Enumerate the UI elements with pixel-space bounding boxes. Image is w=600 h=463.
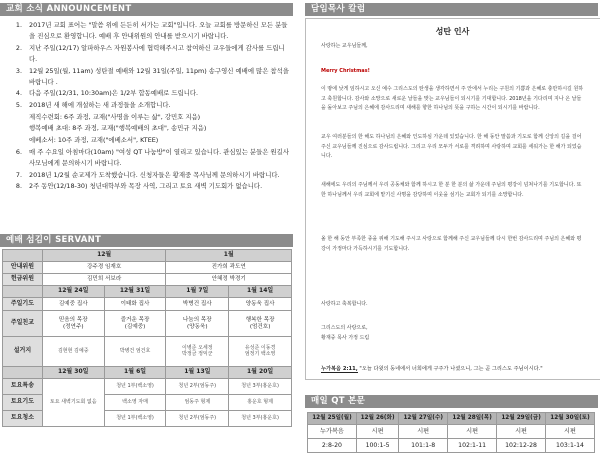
list-item: 7. 2018년 1/2월 순교제가 도착했습니다. 신청자들은 황재중 목사님께 문의하시기 바랍니다. [15, 170, 280, 179]
announcement-header: 교회 소식 ANNOUNCEMENT [0, 3, 293, 16]
column-closing: 그리스도의 사랑으로, [321, 325, 368, 331]
qt-header: 매일 QT 본문 [305, 395, 598, 408]
list-item: 에베소서: 10주 과정, 교재("에베소서", KTEE) [29, 136, 159, 145]
column-title: 성탄 인사 [435, 27, 470, 36]
column-closing: 사랑하고 축복합니다. [321, 301, 368, 307]
column-header: 담임목사 칼럼 [305, 3, 598, 16]
column-paragraph: 올 한 해 동안 부족한 종을 위해 기도해 주시고 사랑으로 함께해 주신 교우님들께 다시 한번 감사드리며 주님의 은혜와 평강이 가정마다 가득하시기를 기도합니다. [321, 236, 582, 252]
list-item: 4. 다음 주일(12/31, 10:30am)은 1/2부 합동예배로 드립니다. [15, 89, 199, 98]
list-item: 행복예배 초대: 8주 과정, 교재("행복예배의 초대", 송민규 지음) [29, 124, 207, 133]
list-item: 1. 2017년 교회 표어는 "말씀 위에 든든히 서가는 교회"입니다. 오늘 교회를 방문하신 모든 분들을 진심으로 환영합니다. 예배 후 안내위원의 안내를 받으시기 바랍니다. [15, 21, 288, 41]
list-item: 5. 2018년 새 해에 개설하는 새 과정들을 소개합니다. [15, 101, 171, 110]
verse: 누가복음 2:11, "오늘 다윗의 동네에서 너희에게 구주가 나셨으니, 그는 곧 그리스도 주님이시다." [321, 366, 543, 372]
announcement-list [6, 20, 292, 193]
column-paragraph: 교우 여러분들의 한 해도 하나님의 은혜와 인도하심 가운데 있었습니다. 한 해 동안 말씀과 기도로 함께 신앙의 길을 걸어 주신 교우님들께 진심으로 감사드립니다. 그리고 우리 모두가 서로를 격려하며 사랑하며 교회를 세워가는 한 해가 되었습니다. [321, 134, 582, 160]
list-item: 8. 2주 동안(12/18-30) 청년대학부와 목장 사역, 그리고 토요 새벽 기도회가 없습니다. [15, 182, 263, 191]
qt-table: 12월 25일(월) 12월 26(화) 12월 27일(수) 12월 28일(목) 12월 29일(금) 12월 30일(토) 누가복음 시편 시편 시편 시편 시편 2:8-20 100:1-5 101:1-8 102:1-11 102:12-28 103:1-14 [307, 412, 595, 453]
column-greeting: 사랑하는 교우님들께, [321, 43, 368, 49]
list-item: 2. 지난 주일(12/17) 알파하우스 자원봉사에 협력해주시고 참여하신 교우들에게 감사를 드립니다. [15, 43, 285, 63]
column-paragraph: 새해에도 우리의 주님께서 우리 공동체와 함께 하시고 한 분 한 분의 삶 가운데 주님의 평강이 넘쳐나기를 기도합니다. 또한 하나님께서 우리 교회에 맡기신 사명을 감당하며 이웃을 섬기는 교회가 되기를 소망합니다. [321, 182, 582, 198]
servant-table: 12월 1월 안내위원 강주경 임재호 진가희 곽도연 헌금위원 김민희 서보라 안혜정 박경기 12월 24일 12월 31일 1월 7일 1월 14일 주일기도 김예중 집사 이태화 집사 박병건 집사 양동욱 집사 주일친교 믿음의 목장 (정연주) 즐거운 목장 (김예중) 나눔의 목장 (양동욱) 행복한 목장 (엄건호) 설거지 김현현 김예중 박병건 엄건호 이병준 오세정 박정금 정익군 유성준 이동경 엄정기 백소영 12월 30일 1월 6일 1월 13일 1월 20일 토요특송 토요 새벽기도회 없음 청년 1부(백소영) 청년 2부(엄동주) 청년 3부(홍운호) 토요기도 백소영 자매 엄동주 형제 홍운호 형제 토요청소 청년 1부(백소영) 청년 2부(엄동주) 청년 3부(홍운호) [2, 249, 292, 427]
list-item: 3. 12월 25일(월, 11am) 성탄절 예배와 12월 31일(주일, 11pm) 송구영신 예배에 많은 참석을 바랍니다 . [15, 66, 289, 86]
list-item: 6. 매 주 수요일 아침마다(10am) "여성 QT 나눔방"이 열리고 있습니다. 관심있는 분들은 원길사 사모님에게 문의하시기 바랍니다. [15, 147, 289, 167]
list-item: 제직수련회: 6주 과정, 교재("사명을 이루는 삶", 강민호 지음) [29, 112, 201, 121]
column-merry: Merry Christmas! [321, 68, 370, 74]
servant-header: 예배 섬김이 SERVANT [0, 234, 293, 247]
column-paragraph: 이 땅에 낮게 임하시고 오신 예수 그리스도의 탄생을 생각하면서 주 안에서 누리는 구원의 기쁨과 은혜로 충만하시길 원하고 축원합니다. 감사와 소망으로 새로운 날들을 맞는 교우님들이 되시기를 기대합니다. 2018년을 기다리며 지나 온 날들을 돌아보고 주님의 은혜에 감사드리며 새해를 향한 하나님의 뜻을 구하는 시간이 되시기를 바랍니다. [321, 86, 584, 112]
column-signature: 황재중 목사 가정 드림 [321, 335, 370, 341]
